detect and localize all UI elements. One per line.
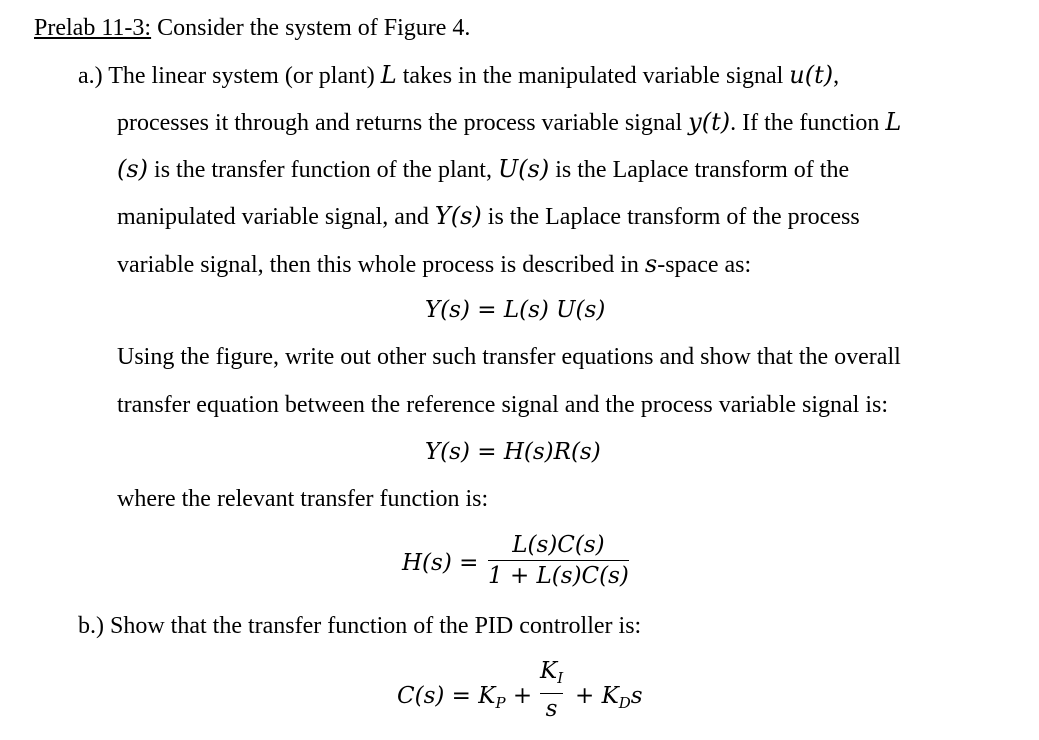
equation-2 [425,438,601,466]
equation-pid-rhs [575,682,643,717]
equation-3-fraction [488,530,629,591]
equation-text: C(s) = K [397,683,496,709]
text: a.) The linear system (or plant) [78,63,381,89]
heading-label: Prelab 11-3: [34,15,152,41]
heading-text: Consider the system of Figure 4. [151,15,471,41]
math-y: y(t) [688,108,731,136]
equation-text: + K [575,683,619,709]
numerator [540,656,563,693]
text: . If the function [730,110,886,136]
equation-text: s [630,683,643,709]
equation-text: Y(s) = H(s)R(s) [425,439,601,465]
text: variable signal, then this whole process is described in [117,252,645,278]
math-s: (s) [117,155,149,183]
text: transfer equation between the reference signal and the process variable signal is: [117,392,889,418]
equation-1 [425,296,605,324]
math-u: u(t) [789,61,834,89]
text: -space as: [657,252,752,278]
math-s: s [644,250,658,278]
math-L: L [380,61,397,89]
equation-pid-fraction [540,656,563,724]
text: is the Laplace transform of the process [481,204,860,230]
subscript: P [495,694,506,712]
text: manipulated variable signal, and [117,204,435,230]
part-a-line-1 [78,61,839,90]
part-a-line-5 [117,250,751,279]
part-a-line-2 [117,108,901,137]
part-a-line-3 [117,155,849,184]
part-a-line-8 [117,485,488,513]
math-U: U(s) [497,155,550,183]
subscript: D [618,694,631,712]
part-a-line-7 [117,391,888,419]
text: is the transfer function of the plant, [148,157,498,183]
heading [34,14,470,42]
equation-text: Y(s) = L(s) U(s) [425,297,606,323]
denominator: 1 + L(s)C(s) [488,563,629,589]
part-a-line-6 [117,343,901,371]
text: Using the figure, write out other such transfer equations and show that the overall [117,344,901,370]
text: processes it through and returns the process variable signal [117,110,689,136]
equation-text: H(s) = [402,550,479,576]
subscript: I [557,669,564,687]
text: b.) Show that the transfer function of the PID controller is: [78,613,642,639]
part-a-line-4 [117,202,860,231]
math-Y: Y(s) [434,202,482,230]
equation-3-lhs [402,549,478,577]
text: where the relevant transfer function is: [117,486,489,512]
math-L: L [885,108,902,136]
numerator-text: K [540,658,558,684]
text: , [833,63,840,89]
equation-pid-lhs [397,682,532,717]
part-b-line-1 [78,612,641,640]
denominator: s [545,696,558,722]
text: takes in the manipulated variable signal [396,63,790,89]
numerator: L(s)C(s) [512,532,605,558]
operator: + [505,683,533,709]
text: is the Laplace transform of the [549,157,850,183]
